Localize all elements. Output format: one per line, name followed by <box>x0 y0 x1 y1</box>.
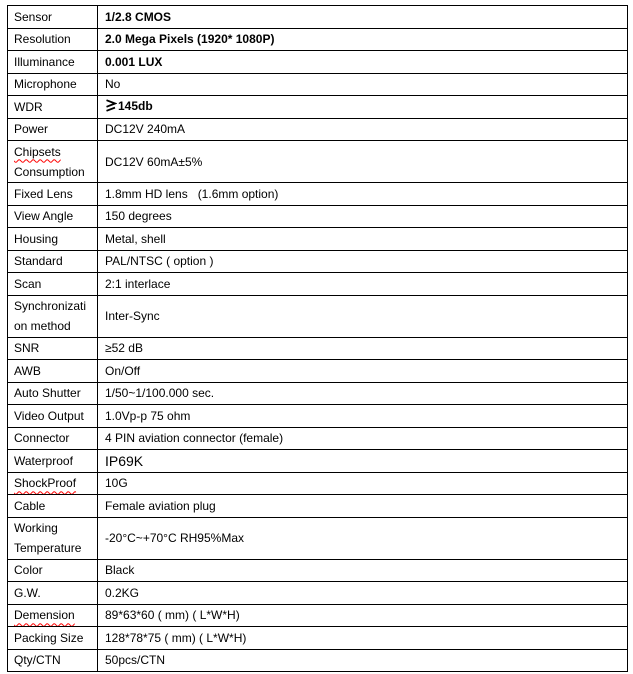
spec-value-text: 128*78*75 ( mm) ( L*W*H) <box>105 630 247 645</box>
spec-value <box>98 627 628 650</box>
spec-row <box>8 51 628 74</box>
spec-value-text: 150 degrees <box>105 209 172 224</box>
spec-row <box>8 627 628 650</box>
spec-label-text: SNR <box>14 341 40 356</box>
spec-value-text: ≥52 dB <box>105 341 143 356</box>
spec-value <box>98 250 628 273</box>
spec-label-text: View Angle <box>14 209 74 224</box>
spec-label <box>8 51 98 74</box>
spec-value-text: Metal, shell <box>105 231 166 246</box>
spec-row <box>8 450 628 473</box>
spec-label <box>8 183 98 206</box>
spec-value-text: 1/50~1/100.000 sec. <box>105 386 215 401</box>
spec-value-text: DC12V 60mA±5% <box>105 154 203 169</box>
spec-value <box>98 51 628 74</box>
spec-value <box>98 73 628 96</box>
spec-label <box>8 360 98 383</box>
spec-row <box>8 337 628 360</box>
spec-label-text: Temperature <box>14 541 82 555</box>
spec-label <box>8 517 98 559</box>
spec-value <box>98 559 628 582</box>
spec-label-text: Synchronizati <box>14 299 87 313</box>
spec-value-text: 50pcs/CTN <box>105 653 166 668</box>
spec-value-text: 145db <box>118 98 153 113</box>
spec-value <box>98 405 628 428</box>
spec-value-text: 89*63*60 ( mm) ( L*W*H) <box>105 608 240 623</box>
spec-value-text: 4 PIN aviation connector (female) <box>105 431 284 446</box>
spec-value <box>98 228 628 251</box>
spec-label <box>8 582 98 605</box>
spec-label-text: on method <box>14 319 71 333</box>
spec-row <box>8 427 628 450</box>
spec-row <box>8 472 628 495</box>
spec-value-text: 0.2KG <box>105 585 140 600</box>
spec-label-text: Power <box>14 122 49 137</box>
spec-label-text: Sensor <box>14 9 53 24</box>
spec-label-text: AWB <box>14 363 41 378</box>
spec-label <box>8 337 98 360</box>
spec-value <box>98 427 628 450</box>
spec-label <box>8 559 98 582</box>
spec-label <box>8 649 98 672</box>
spec-value-text: DC12V 240mA <box>105 122 186 137</box>
spec-label-text: Fixed Lens <box>14 186 73 201</box>
spec-value <box>98 183 628 206</box>
spec-value-text: PAL/NTSC ( option ) <box>105 254 214 269</box>
spec-value-text: No <box>105 77 121 92</box>
spec-row <box>8 273 628 296</box>
spec-row <box>8 96 628 119</box>
spec-label <box>8 28 98 51</box>
spec-label <box>8 450 98 473</box>
spec-value <box>98 517 628 559</box>
spec-value-text: Female aviation plug <box>105 498 216 513</box>
spec-label-text: Consumption <box>14 164 85 179</box>
spec-row <box>8 6 628 29</box>
spec-label-text: G.W. <box>14 585 41 600</box>
spec-label-text: Packing Size <box>14 630 84 645</box>
spec-value <box>98 118 628 141</box>
spec-value-text: 10G <box>105 476 128 491</box>
spec-label-text: Resolution <box>14 32 71 47</box>
spec-row <box>8 250 628 273</box>
spec-row <box>8 295 628 337</box>
spec-label <box>8 472 98 495</box>
spec-value <box>98 382 628 405</box>
spec-label <box>8 141 98 183</box>
spec-table-body <box>8 6 628 672</box>
spec-row <box>8 405 628 428</box>
spec-value-text: 1.8mm HD lens (1.6mm option) <box>105 186 279 201</box>
spec-row <box>8 183 628 206</box>
spec-value <box>98 495 628 518</box>
spec-row <box>8 559 628 582</box>
spec-label <box>8 495 98 518</box>
spec-row <box>8 382 628 405</box>
spec-label <box>8 250 98 273</box>
spec-row <box>8 649 628 672</box>
spec-row <box>8 73 628 96</box>
spec-label <box>8 96 98 119</box>
spec-label <box>8 273 98 296</box>
spec-row <box>8 228 628 251</box>
spec-label <box>8 627 98 650</box>
spec-value <box>98 649 628 672</box>
spec-value <box>98 141 628 183</box>
spec-value <box>98 450 628 473</box>
spec-label <box>8 405 98 428</box>
spec-label <box>8 228 98 251</box>
spec-value-text: -20°C~+70°C RH95%Max <box>105 531 244 545</box>
spec-row <box>8 360 628 383</box>
spec-value-text: 0.001 LUX <box>105 54 163 69</box>
spec-value-text: 1/2.8 CMOS <box>105 9 172 24</box>
spec-value-text: 1.0Vp-p 75 ohm <box>105 408 191 423</box>
spec-row <box>8 205 628 228</box>
spec-value-text: IP69K <box>105 452 144 469</box>
spec-label <box>8 118 98 141</box>
spec-value <box>98 582 628 605</box>
spec-label-text: Color <box>14 563 43 578</box>
spec-label-text: Qty/CTN <box>14 653 61 668</box>
spec-value <box>98 472 628 495</box>
spec-value <box>98 604 628 627</box>
spec-label-text: Microphone <box>14 77 77 92</box>
spec-value <box>98 205 628 228</box>
spec-label-text: Demension <box>14 608 75 623</box>
spec-label <box>8 427 98 450</box>
geq-slanted-icon <box>105 99 117 115</box>
spec-label <box>8 382 98 405</box>
spec-label-text: Auto Shutter <box>14 386 81 401</box>
spec-row <box>8 141 628 183</box>
spec-value <box>98 273 628 296</box>
spec-label-text: Housing <box>14 231 59 246</box>
spec-value-text: 2.0 Mega Pixels (1920* 1080P) <box>105 32 275 47</box>
spec-value-text: 2:1 interlace <box>105 276 171 291</box>
spec-label <box>8 205 98 228</box>
spec-value <box>98 28 628 51</box>
spec-label-text: WDR <box>14 99 43 114</box>
spec-row <box>8 582 628 605</box>
spec-label-text: Waterproof <box>14 453 73 468</box>
spec-value-text: Black <box>105 563 135 578</box>
spec-label-text: Chipsets <box>14 144 61 159</box>
spec-row <box>8 517 628 559</box>
spec-value <box>98 96 628 119</box>
spec-label-text: Video Output <box>14 408 84 423</box>
spec-label <box>8 73 98 96</box>
spec-value-text: On/Off <box>105 363 141 378</box>
spec-label-text: Standard <box>14 254 63 269</box>
spec-label-text: Cable <box>14 498 46 513</box>
spec-row <box>8 28 628 51</box>
spec-label <box>8 604 98 627</box>
spec-label <box>8 6 98 29</box>
spec-label-text: Connector <box>14 431 70 446</box>
spec-row <box>8 495 628 518</box>
spec-value <box>98 295 628 337</box>
spec-table <box>7 5 628 672</box>
spec-label-text: Illuminance <box>14 54 75 69</box>
spec-value-text: Inter-Sync <box>105 309 160 323</box>
spec-row <box>8 604 628 627</box>
spec-row <box>8 118 628 141</box>
spec-label-text: Scan <box>14 276 42 291</box>
spec-label-text: Working <box>14 521 58 535</box>
spec-label <box>8 295 98 337</box>
spec-value <box>98 360 628 383</box>
spec-value <box>98 6 628 29</box>
spec-value <box>98 337 628 360</box>
spec-label-text: ShockProof <box>14 476 77 491</box>
